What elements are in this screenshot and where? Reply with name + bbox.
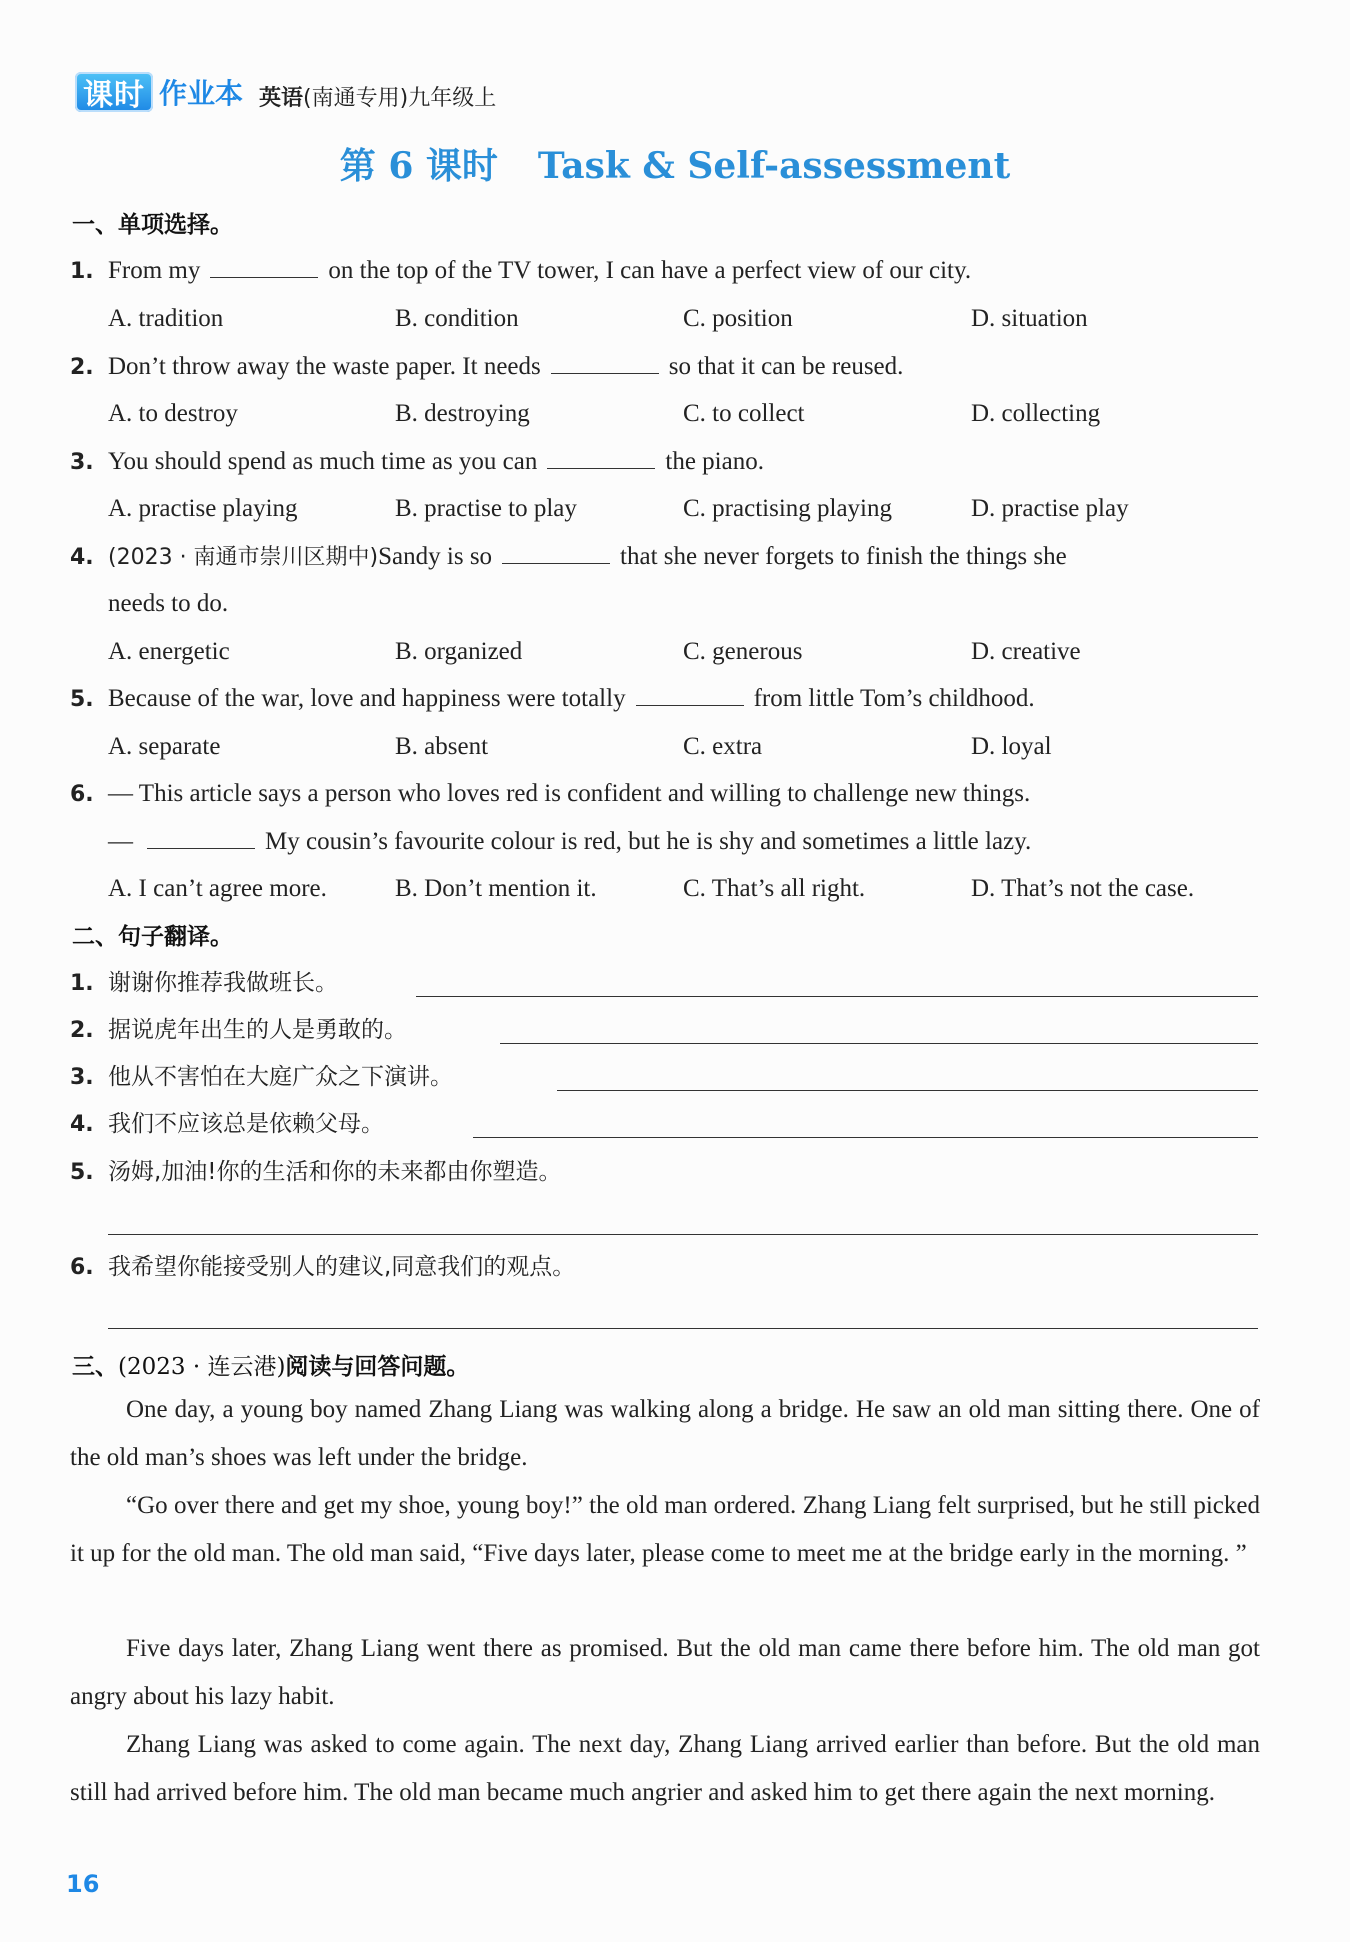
- option-b[interactable]: B. condition: [395, 305, 519, 332]
- question-3: [70, 445, 764, 480]
- section3-source: (2023 · 连云港): [118, 1354, 286, 1380]
- logo: 课时: [75, 72, 153, 112]
- question-number: 5.: [70, 687, 94, 712]
- translation-prompt: 我们不应该总是依赖父母。: [108, 1111, 384, 1137]
- question-number: 2.: [70, 355, 94, 380]
- question-4: [70, 540, 1067, 575]
- question-stem-rest: so that it can be reused.: [668, 353, 904, 380]
- answer-blank[interactable]: [547, 446, 655, 469]
- answer-line[interactable]: [473, 1137, 1258, 1138]
- option-d[interactable]: D. That’s not the case.: [971, 875, 1195, 902]
- page-title: [0, 138, 1350, 189]
- option-c[interactable]: C. extra: [683, 733, 763, 760]
- item-number: 6.: [70, 1255, 94, 1280]
- question-number: 3.: [70, 450, 94, 475]
- dialogue-line-1: — This article says a person who loves red is confident and willing to challenge new things.: [108, 780, 1031, 807]
- translation-2: [70, 1013, 407, 1048]
- question-6-line-2: [108, 825, 1031, 859]
- answer-blank[interactable]: [210, 255, 318, 278]
- question-6: [70, 777, 1030, 812]
- option-a[interactable]: A. separate: [108, 733, 221, 760]
- question-number: 1.: [70, 259, 94, 284]
- subject: 英语: [259, 86, 304, 111]
- answer-line[interactable]: [108, 1328, 1258, 1329]
- option-b[interactable]: B. practise to play: [395, 495, 577, 522]
- option-b[interactable]: B. organized: [395, 638, 523, 665]
- paragraph-text: “Go over there and get my shoe, young boy!” the old man ordered. Zhang Liang felt surprised, but he still picked it up for the old man. The old man said, “Five days later, please come to meet me at the bridge early in the morning. ”: [70, 1492, 1260, 1567]
- translation-prompt: 我希望你能接受别人的建议,同意我们的观点。: [108, 1254, 576, 1280]
- answer-line[interactable]: [108, 1234, 1258, 1235]
- paragraph-text: Five days later, Zhang Liang went there as promised. But the old man came there before him. The old man got angry about his lazy habit.: [70, 1635, 1260, 1710]
- translation-prompt: 谢谢你推荐我做班长。: [108, 970, 338, 996]
- question-4-continued: needs to do.: [108, 590, 229, 617]
- section1-heading: 一、单项选择。: [72, 212, 233, 238]
- option-d[interactable]: D. practise play: [971, 495, 1129, 522]
- option-b[interactable]: B. absent: [395, 733, 489, 760]
- translation-prompt: 据说虎年出生的人是勇敢的。: [108, 1017, 407, 1043]
- answer-line[interactable]: [500, 1043, 1258, 1044]
- option-d[interactable]: D. collecting: [971, 400, 1101, 427]
- item-number: 2.: [70, 1018, 94, 1043]
- translation-6: [70, 1250, 575, 1285]
- question-number: 4.: [70, 545, 94, 570]
- question-stem: Because of the war, love and happiness were totally: [108, 685, 626, 712]
- question-2: [70, 350, 903, 385]
- question-stem-rest: from little Tom’s childhood.: [753, 685, 1035, 712]
- paragraph-text: Zhang Liang was asked to come again. The next day, Zhang Liang arrived earlier than before. But the old man still had arrived before him. The old man became much angrier and asked him to get there again the next morning.: [70, 1731, 1260, 1806]
- dialogue-line-2: My cousin’s favourite colour is red, but he is shy and sometimes a little lazy.: [265, 828, 1032, 855]
- item-number: 4.: [70, 1112, 94, 1137]
- option-a[interactable]: A. tradition: [108, 305, 224, 332]
- item-number: 5.: [70, 1160, 94, 1185]
- question-stem-rest: on the top of the TV tower, I can have a perfect view of our city.: [328, 257, 972, 284]
- option-c[interactable]: C. practising playing: [683, 495, 892, 522]
- answer-blank[interactable]: [636, 683, 744, 706]
- question-stem-rest: the piano.: [665, 448, 764, 475]
- question-5: [70, 682, 1035, 717]
- answer-blank[interactable]: [502, 541, 610, 564]
- question-stem: Sandy is so: [378, 543, 493, 570]
- section2-heading: 二、句子翻译。: [72, 924, 233, 950]
- option-a[interactable]: A. to destroy: [108, 400, 238, 427]
- section3-heading: [72, 1348, 469, 1381]
- lesson-topic: Task & Self-assessment: [537, 145, 1011, 187]
- option-d[interactable]: D. loyal: [971, 733, 1052, 760]
- question-source: (2023 · 南通市崇川区期中): [108, 545, 379, 570]
- header: [75, 72, 496, 112]
- book-title-rest: (南通专用)九年级上: [303, 86, 497, 111]
- option-a[interactable]: A. I can’t agree more.: [108, 875, 327, 902]
- question-stem: Don’t throw away the waste paper. It needs: [108, 353, 541, 380]
- logo-subtitle: 作业本: [159, 77, 244, 110]
- section3-prefix: 三、: [72, 1354, 118, 1380]
- answer-blank[interactable]: [147, 826, 255, 849]
- question-number: 6.: [70, 782, 94, 807]
- answer-line[interactable]: [416, 996, 1258, 997]
- translation-4: [70, 1107, 384, 1142]
- translation-prompt: 汤姆,加油!你的生活和你的未来都由你塑造。: [108, 1159, 562, 1185]
- passage-paragraph-1: [70, 1386, 1260, 1482]
- option-d[interactable]: D. situation: [971, 305, 1088, 332]
- option-d[interactable]: D. creative: [971, 638, 1081, 665]
- dialogue-dash: —: [108, 828, 133, 855]
- page-number: 16: [66, 1870, 100, 1898]
- question-1: [70, 254, 971, 289]
- option-a[interactable]: A. practise playing: [108, 495, 298, 522]
- translation-1: [70, 966, 338, 1001]
- translation-3: [70, 1060, 453, 1095]
- item-number: 3.: [70, 1065, 94, 1090]
- option-b[interactable]: B. destroying: [395, 400, 530, 427]
- book-title: [259, 81, 496, 112]
- section3-title: 阅读与回答问题。: [285, 1354, 470, 1380]
- passage-paragraph-3: [70, 1625, 1260, 1721]
- question-stem-rest: that she never forgets to finish the things she: [620, 543, 1067, 570]
- item-number: 1.: [70, 971, 94, 996]
- answer-blank[interactable]: [551, 351, 659, 374]
- answer-line[interactable]: [557, 1090, 1258, 1091]
- option-c[interactable]: C. generous: [683, 638, 803, 665]
- lesson-number: 第 6 课时: [339, 145, 498, 187]
- question-stem: You should spend as much time as you can: [108, 448, 538, 475]
- passage-paragraph-4: [70, 1721, 1260, 1817]
- translation-5: [70, 1155, 562, 1190]
- question-stem: From my: [108, 257, 201, 284]
- option-c[interactable]: C. to collect: [683, 400, 805, 427]
- translation-prompt: 他从不害怕在大庭广众之下演讲。: [108, 1064, 453, 1090]
- option-a[interactable]: A. energetic: [108, 638, 230, 665]
- option-b[interactable]: B. Don’t mention it.: [395, 875, 597, 902]
- option-c[interactable]: C. position: [683, 305, 793, 332]
- passage-paragraph-2: [70, 1482, 1260, 1578]
- paragraph-text: One day, a young boy named Zhang Liang was walking along a bridge. He saw an old man sitting there. One of the old man’s shoes was left under the bridge.: [70, 1396, 1260, 1471]
- option-c[interactable]: C. That’s all right.: [683, 875, 866, 902]
